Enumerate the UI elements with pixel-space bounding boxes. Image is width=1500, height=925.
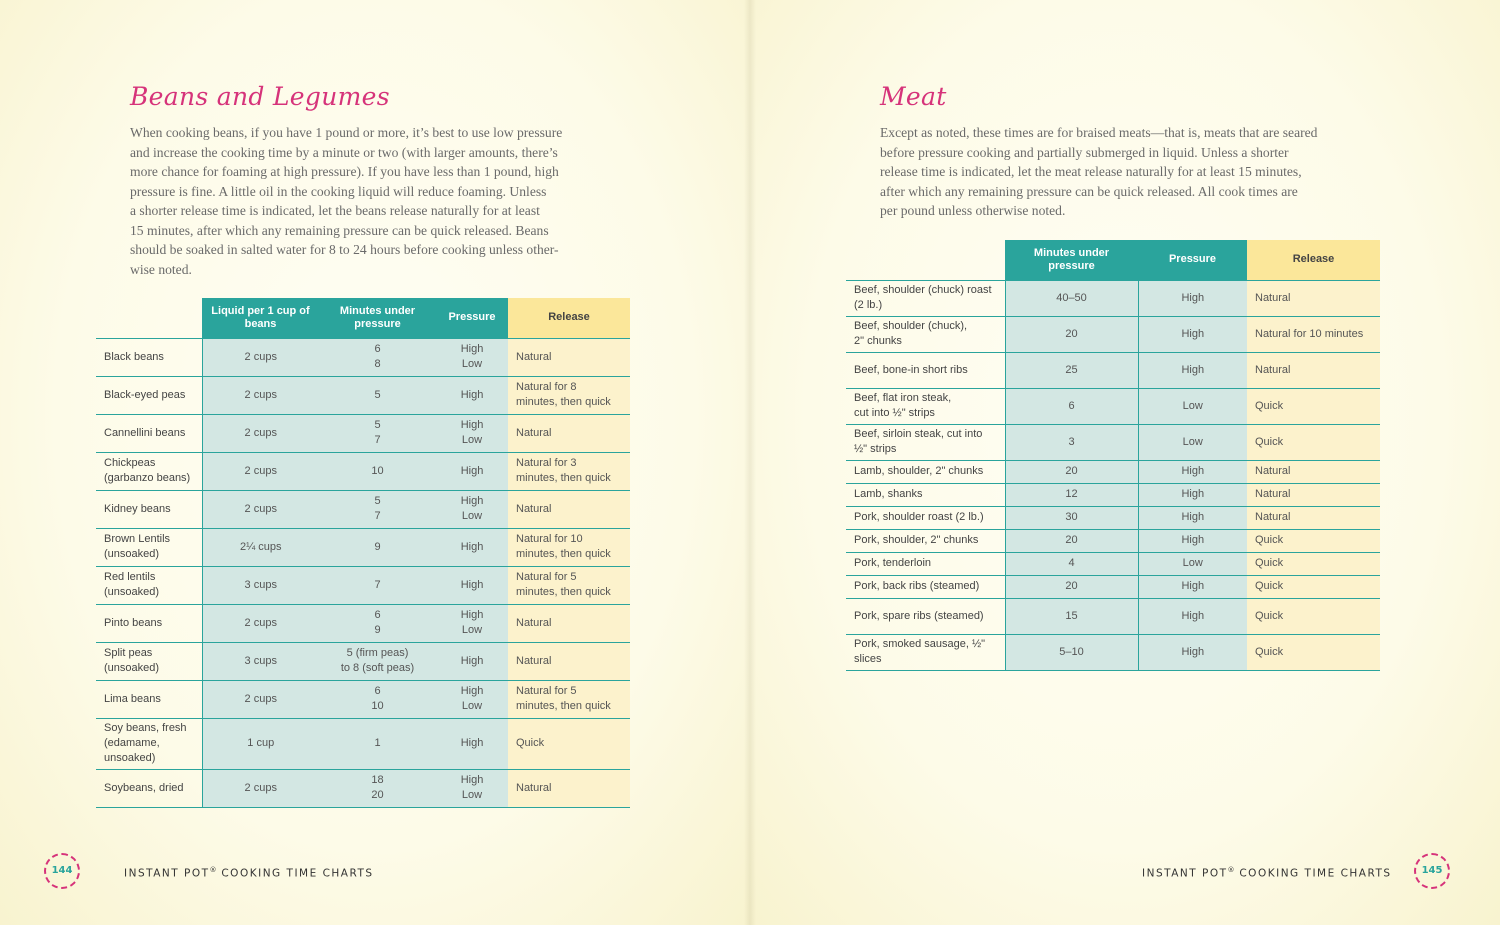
release-cell: Natural [1247,506,1380,529]
table-row [846,552,1380,575]
pressure-cell: High [1138,280,1247,316]
pressure-cell: High [1138,460,1247,483]
food-cell: Black beans [96,338,202,376]
food-cell: Black-eyed peas [96,376,202,414]
pressure-cell: High [436,642,508,680]
meat-header-row [846,240,1380,280]
table-row [96,566,630,604]
pressure-cell: High [1138,529,1247,552]
liquid-cell: 2 cups [202,376,319,414]
liquid-cell: 2¼ cups [202,528,319,566]
food-cell: Split peas (unsoaked) [96,642,202,680]
left-footer [124,866,374,880]
minutes-cell: 20 [1005,460,1138,483]
minutes-cell: 5 [319,376,436,414]
table-row [846,424,1380,460]
minutes-cell: 7 [319,566,436,604]
meat-intro: Except as noted, these times are for braised meats—that is, meats that are seared before pressure cooking and partially submerged in liquid. Unless a shorter release time is indicated, let the meat release naturally for at least 15 minutes, after which any remaining pressure can be quick released. All cook times are per pound unless otherwise noted. [880,125,1318,218]
minutes-cell: 6 [1005,388,1138,424]
minutes-header: Minutes under pressure [1005,240,1138,280]
footer-brand: INSTANT POT [1142,867,1228,880]
table-row [846,352,1380,388]
food-cell: Pork, spare ribs (steamed) [846,598,1005,634]
pressure-cell: High [436,528,508,566]
beans-intro: When cooking beans, if you have 1 pound or more, it’s best to use low pressure and increase the cooking time by a minute or two (with larger amounts, there’s more chance for foaming at high pressure). If you have less than 1 pound, high pressure is fine. A little oil in the cooking liquid will reduce foaming. Unless a shorter release time is indicated, let the beans release naturally for at least 15 minutes, after which any remaining pressure can be quick released. Beans should be soaked in salted water for 8 to 24 hours before cooking unless other- wise noted. [130,125,563,277]
food-cell: Beef, sirloin steak, cut into ½" strips [846,424,1005,460]
release-cell: Natural [508,604,630,642]
food-cell: Pinto beans [96,604,202,642]
pressure-cell: Low [1138,388,1247,424]
food-cell: Pork, back ribs (steamed) [846,575,1005,598]
food-cell: Beef, bone-in short ribs [846,352,1005,388]
page-number-145: 145 [1414,853,1450,889]
pressure-cell: High [1138,483,1247,506]
food-cell: Pork, smoked sausage, ½" slices [846,634,1005,670]
pressure-cell: High [436,566,508,604]
minutes-cell: 5–10 [1005,634,1138,670]
pressure-cell: High [1138,575,1247,598]
liquid-cell: 2 cups [202,680,319,718]
minutes-cell: 15 [1005,598,1138,634]
liquid-cell: 3 cups [202,642,319,680]
release-cell: Natural [508,338,630,376]
release-header: Release [1247,240,1380,280]
liquid-cell: 1 cup [202,718,319,769]
liquid-cell: 2 cups [202,604,319,642]
release-cell: Natural [508,490,630,528]
release-cell: Quick [508,718,630,769]
table-row [96,604,630,642]
table-row [846,529,1380,552]
food-cell: Beef, shoulder (chuck) roast (2 lb.) [846,280,1005,316]
book-gutter [744,0,756,925]
release-header: Release [508,298,630,338]
release-cell: Quick [1247,529,1380,552]
release-cell: Natural for 5 minutes, then quick [508,566,630,604]
pressure-cell: High [436,452,508,490]
table-row [96,718,630,769]
food-cell: Red lentils (unsoaked) [96,566,202,604]
blank-header-cell [846,240,1005,280]
food-cell: Soybeans, dried [96,769,202,807]
release-cell: Quick [1247,598,1380,634]
release-cell: Quick [1247,424,1380,460]
release-cell: Natural for 8 minutes, then quick [508,376,630,414]
beans-heading: Beans and Legumes [130,82,390,111]
release-cell: Quick [1247,575,1380,598]
pressure-cell: High [436,376,508,414]
food-cell: Lima beans [96,680,202,718]
release-cell: Natural [1247,483,1380,506]
pressure-cell: Low [1138,552,1247,575]
food-cell: Brown Lentils (unsoaked) [96,528,202,566]
release-cell: Natural [1247,280,1380,316]
minutes-cell: 9 [319,528,436,566]
blank-header-cell [96,298,202,338]
minutes-cell: 3 [1005,424,1138,460]
minutes-cell: 30 [1005,506,1138,529]
page-number-144: 144 [44,853,80,889]
minutes-cell: 10 [319,452,436,490]
liquid-cell: 2 cups [202,414,319,452]
pressure-cell: High Low [436,680,508,718]
release-cell: Quick [1247,552,1380,575]
release-cell: Natural for 5 minutes, then quick [508,680,630,718]
meat-heading: Meat [880,82,947,111]
release-cell: Natural for 10 minutes, then quick [508,528,630,566]
minutes-cell: 6 9 [319,604,436,642]
minutes-cell: 6 8 [319,338,436,376]
minutes-cell: 5 7 [319,490,436,528]
release-cell: Natural for 3 minutes, then quick [508,452,630,490]
registered-mark: ® [209,866,217,874]
minutes-cell: 20 [1005,575,1138,598]
pressure-cell: High [1138,634,1247,670]
release-cell: Natural [508,414,630,452]
registered-mark: ® [1227,866,1235,874]
table-row [846,460,1380,483]
food-cell: Beef, shoulder (chuck), 2" chunks [846,316,1005,352]
table-row [96,452,630,490]
table-row [846,280,1380,316]
pressure-cell: High Low [436,604,508,642]
release-cell: Quick [1247,388,1380,424]
food-cell: Pork, shoulder, 2" chunks [846,529,1005,552]
release-cell: Natural [1247,352,1380,388]
table-row [96,338,630,376]
pressure-header: Pressure [1138,240,1247,280]
pressure-cell: High Low [436,769,508,807]
food-cell: Pork, tenderloin [846,552,1005,575]
food-cell: Beef, flat iron steak, cut into ½" strips [846,388,1005,424]
liquid-cell: 2 cups [202,452,319,490]
liquid-cell: 2 cups [202,338,319,376]
pressure-cell: High Low [436,414,508,452]
liquid-cell: 3 cups [202,566,319,604]
beans-header-row [96,298,630,338]
table-row [846,483,1380,506]
table-row [846,575,1380,598]
table-row [846,316,1380,352]
minutes-cell: 4 [1005,552,1138,575]
table-row [846,506,1380,529]
table-row [96,769,630,807]
pressure-cell: High [1138,598,1247,634]
pressure-cell: High [1138,352,1247,388]
minutes-cell: 18 20 [319,769,436,807]
release-cell: Natural [1247,460,1380,483]
table-row [846,634,1380,670]
footer-title: COOKING TIME CHARTS [1234,867,1392,880]
minutes-cell: 20 [1005,316,1138,352]
minutes-cell: 12 [1005,483,1138,506]
liquid-header: Liquid per 1 cup of beans [202,298,319,338]
minutes-header: Minutes under pressure [319,298,436,338]
minutes-cell: 1 [319,718,436,769]
table-row [96,642,630,680]
pressure-cell: High [1138,316,1247,352]
release-cell: Natural for 10 minutes [1247,316,1380,352]
liquid-cell: 2 cups [202,490,319,528]
table-row [96,376,630,414]
right-footer [1142,866,1392,880]
minutes-cell: 6 10 [319,680,436,718]
pressure-cell: High [436,718,508,769]
footer-title: COOKING TIME CHARTS [216,867,374,880]
table-row [96,528,630,566]
food-cell: Lamb, shanks [846,483,1005,506]
pressure-cell: High Low [436,490,508,528]
table-row [96,414,630,452]
meat-table [846,240,1380,671]
release-cell: Natural [508,642,630,680]
minutes-cell: 5 (firm peas) to 8 (soft peas) [319,642,436,680]
minutes-cell: 40–50 [1005,280,1138,316]
liquid-cell: 2 cups [202,769,319,807]
food-cell: Cannellini beans [96,414,202,452]
pressure-cell: High [1138,506,1247,529]
pressure-cell: Low [1138,424,1247,460]
table-row [96,490,630,528]
release-cell: Natural [508,769,630,807]
food-cell: Kidney beans [96,490,202,528]
table-row [96,680,630,718]
minutes-cell: 25 [1005,352,1138,388]
footer-brand: INSTANT POT [124,867,210,880]
food-cell: Chickpeas (garbanzo beans) [96,452,202,490]
pressure-cell: High Low [436,338,508,376]
food-cell: Soy beans, fresh (edamame, unsoaked) [96,718,202,769]
beans-table [96,298,630,808]
food-cell: Lamb, shoulder, 2" chunks [846,460,1005,483]
food-cell: Pork, shoulder roast (2 lb.) [846,506,1005,529]
table-row [846,388,1380,424]
minutes-cell: 20 [1005,529,1138,552]
release-cell: Quick [1247,634,1380,670]
pressure-header: Pressure [436,298,508,338]
table-row [846,598,1380,634]
minutes-cell: 5 7 [319,414,436,452]
